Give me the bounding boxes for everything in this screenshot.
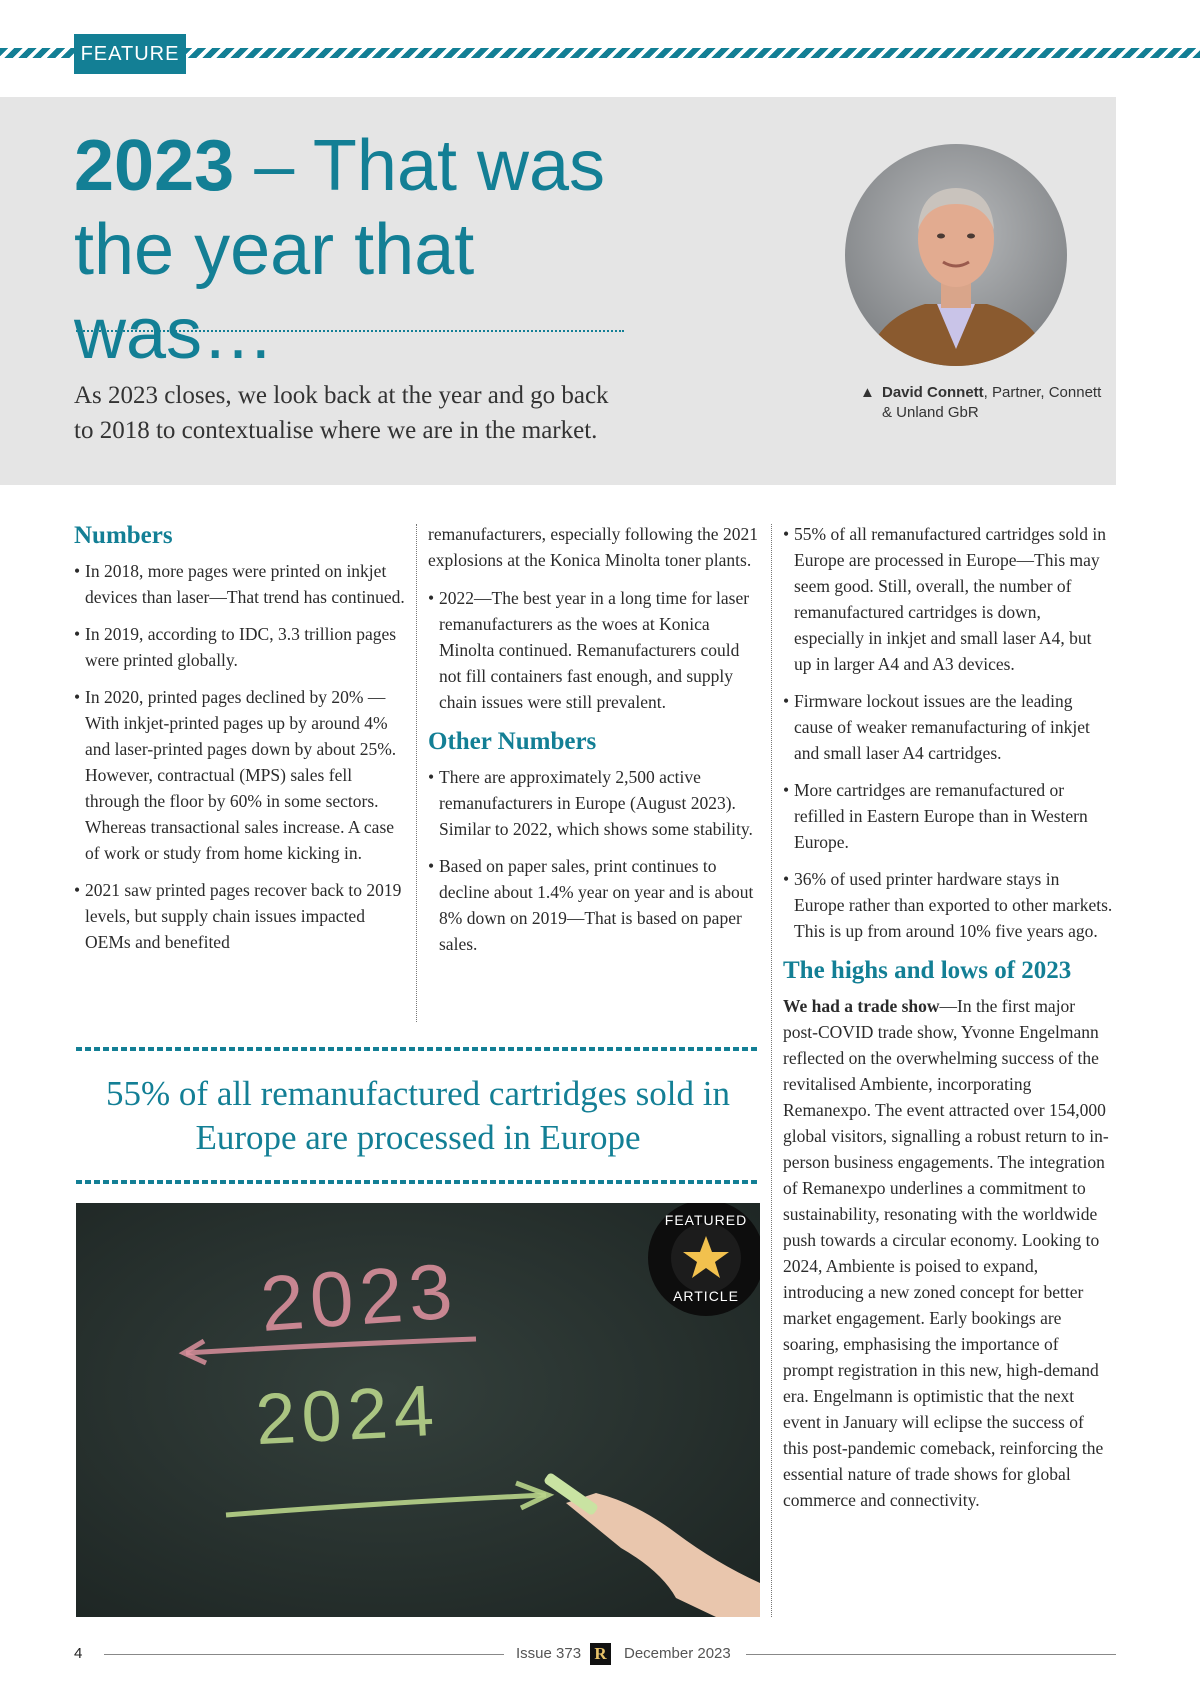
paragraph-body: —In the first major post-COVID trade show, Yvonne Engelmann reflected on the overwhelming success of the revitalised Ambiente, incorporating Remanexpo. The event attracted over 154,000 global visitors, signalling a robust return to in-person business engagements. The integration of Remanexpo underlines a commitment to sustainability, resonating with the worldwide push towards a circular economy. Looking to 2024, Ambiente is poised to expand, introducing a new zoned concept for better market engagement. Early bookings are soaring, emphasising the importance of prompt registration in this new, high-demand era. Engelmann is optimistic that the next event in January will eclipse the success of this post-pandemic comeback, reinforcing the essential nature of trade shows for global commerce and connectivity. bbox=[783, 996, 1109, 1510]
bullet-list bbox=[428, 764, 764, 957]
section-heading: Other Numbers bbox=[428, 728, 597, 755]
list-item: • In 2018, more pages were printed on inkjet devices than laser—That trend has continued. bbox=[74, 558, 409, 610]
title-rest: – That was the year that was… bbox=[74, 126, 606, 374]
issue-number: Issue 373 bbox=[516, 1645, 582, 1662]
column-divider bbox=[416, 524, 417, 1022]
footer-rule-left bbox=[104, 1654, 504, 1655]
caption-triangle-icon: ▲ bbox=[860, 384, 875, 401]
list-item: • 2021 saw printed pages recover back to 2019 levels, but supply chain issues impacted OEMs and benefited bbox=[74, 877, 409, 955]
chalk-2023: 2023 bbox=[257, 1246, 461, 1348]
bullet-list bbox=[428, 585, 764, 715]
paragraph-lead: We had a trade show bbox=[783, 996, 940, 1016]
list-item: • In 2020, printed pages declined by 20% —With inkjet-printed pages up by around 4% and laser-printed pages down by about 25%. However, contractual (MPS) sales fell through the floor by 60% in some sectors. Whereas transactional sales increase. A case of work or study from home kicking in. bbox=[74, 684, 409, 866]
title-divider bbox=[76, 330, 624, 332]
chalkboard-image bbox=[76, 1203, 760, 1617]
section-heading: The highs and lows of 2023 bbox=[783, 957, 1072, 984]
page-footer bbox=[0, 1643, 1200, 1667]
section-heading: Numbers bbox=[74, 522, 173, 549]
list-item: • 36% of used printer hardware stays in Europe rather than exported to other markets. This is up from around 10% five years ago. bbox=[783, 866, 1113, 944]
section-tag: FEATURE bbox=[74, 34, 186, 74]
footer-rule-right bbox=[746, 1654, 1116, 1655]
column-1 bbox=[74, 520, 409, 966]
list-item: • 55% of all remanufactured cartridges sold in Europe are processed in Europe—This may seem good. Still, overall, the number of remanufactured cartridges is down, especially in inkjet and small laser A4, but up in larger A4 and A3 devices. bbox=[783, 521, 1113, 677]
continued-text: remanufacturers, especially following the 2021 explosions at the Konica Minolta toner plants. bbox=[428, 524, 758, 570]
list-item: • Based on paper sales, print continues to decline about 1.4% year on year and is about 8% down on 2019—That is based on paper sales. bbox=[428, 853, 764, 957]
bullet-list bbox=[783, 521, 1113, 944]
title-year: 2023 bbox=[74, 126, 235, 206]
pull-quote-rule-top bbox=[76, 1047, 760, 1051]
badge-article-label: ARTICLE bbox=[673, 1288, 739, 1304]
author-portrait bbox=[845, 144, 1067, 366]
caption-name: David Connett bbox=[882, 384, 984, 401]
list-item: • More cartridges are remanufactured or refilled in Eastern Europe than in Western Europe. bbox=[783, 777, 1113, 855]
body-paragraph bbox=[783, 993, 1113, 1513]
bullet-list bbox=[74, 558, 409, 955]
list-item: • Firmware lockout issues are the leading cause of weaker remanufacturing of inkjet and small laser A4 cartridges. bbox=[783, 688, 1113, 766]
pull-quote: 55% of all remanufactured cartridges sold in Europe are processed in Europe bbox=[106, 1074, 730, 1157]
badge-featured-label: FEATURED bbox=[664, 1212, 748, 1228]
list-item: • In 2019, according to IDC, 3.3 trillion pages were printed globally. bbox=[74, 621, 409, 673]
publication-logo: R bbox=[590, 1643, 611, 1665]
list-item: • There are approximately 2,500 active remanufacturers in Europe (August 2023). Similar to 2022, which shows some stability. bbox=[428, 764, 764, 842]
issue-date: December 2023 bbox=[624, 1645, 731, 1662]
standfirst: As 2023 closes, we look back at the year and go back to 2018 to contextualise where we are in the market. bbox=[74, 382, 609, 444]
article-title bbox=[74, 124, 694, 376]
caption-role: , Partner, Connett & Unland GbR bbox=[882, 384, 1102, 421]
chalk-2024: 2024 bbox=[253, 1370, 442, 1461]
column-divider bbox=[771, 524, 772, 1617]
column-2 bbox=[428, 521, 764, 968]
page-number: 4 bbox=[74, 1645, 83, 1662]
pull-quote-rule-bottom bbox=[76, 1180, 760, 1184]
column-3 bbox=[783, 521, 1113, 1525]
list-item: • 2022—The best year in a long time for laser remanufacturers as the woes at Konica Minolta continued. Remanufacturers could not fill containers fast enough, and supply chain issues were still prevalent. bbox=[428, 585, 764, 715]
